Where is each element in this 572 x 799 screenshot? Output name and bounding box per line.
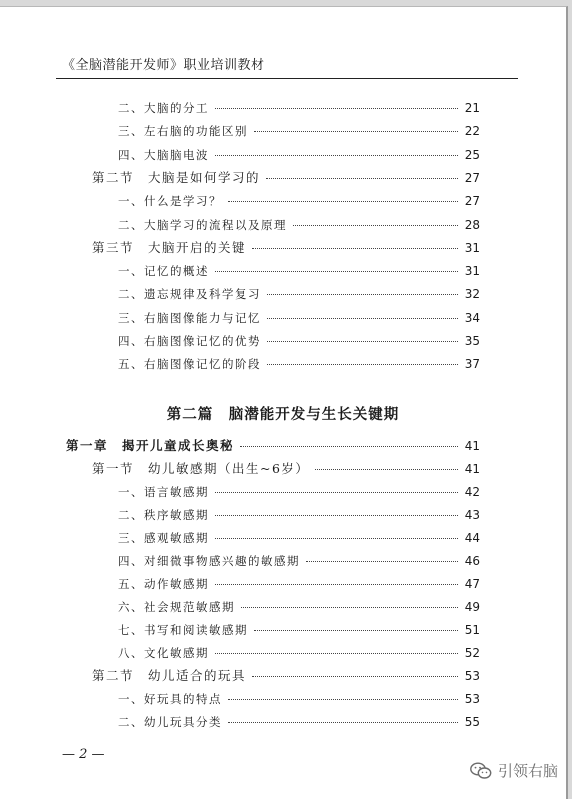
toc-entry-label: 四、对细微事物感兴趣的敏感期 [118,554,300,568]
dot-leader [254,630,458,631]
toc-entry-label: 四、右脑图像记忆的优势 [118,334,261,348]
toc-page-number: 21 [464,101,480,115]
toc-entry-label: 一、什么是学习？ [118,194,222,209]
dot-leader [241,607,458,608]
toc-page-number: 53 [464,692,480,706]
toc-page-number: 35 [464,334,480,348]
watermark-text: 引领右脑 [497,762,558,780]
toc-page-number: 46 [464,554,480,568]
toc-row-chapter [66,437,480,455]
toc-entry-label: 第一节 幼儿敏感期（出生~6岁） [92,461,310,476]
toc-row-item [118,262,480,280]
toc-row-section [92,667,480,685]
toc-page-number: 53 [464,669,480,683]
dot-leader [267,364,458,365]
toc-entry-label: 一、语言敏感期 [118,485,209,499]
dot-leader [215,271,458,272]
toc-row-item [118,621,480,639]
toc-entry-label: 第二节 幼儿适合的玩具 [92,668,247,683]
toc-entry-label: 七、书写和阅读敏感期 [118,623,248,637]
toc-page-number: 52 [464,646,480,660]
part-title: 第二篇 脑潜能开发与生长关键期 [166,407,400,423]
toc-row-item [118,552,480,570]
toc-row-item [118,146,480,164]
toc-page-number: 22 [464,124,480,139]
dot-leader [267,294,458,295]
toc-row-section [92,169,480,187]
toc-page-number: 43 [464,508,480,522]
toc-entry-label: 五、右脑图像记忆的阶段 [118,357,261,372]
toc-entry-label: 三、感观敏感期 [118,531,209,545]
toc-row-item [118,285,480,303]
toc-page-number: 51 [464,623,480,637]
toc-entry-label: 二、幼儿玩具分类 [118,715,222,729]
toc-entry-label: 二、遗忘规律及科学复习 [118,287,261,302]
toc-row-item [118,598,480,616]
dot-leader [215,155,458,156]
toc-row-item [118,122,480,140]
dot-leader [215,515,458,516]
toc-row-item [118,332,480,350]
dot-leader [228,722,458,723]
toc-page-number: 27 [464,170,480,185]
document-page [0,6,568,799]
toc-entry-label: 二、秩序敏感期 [118,508,209,522]
dot-leader [254,131,458,132]
toc-row-item [118,99,480,117]
toc-page-number: 28 [464,217,480,232]
toc-row-item [118,644,480,662]
dot-leader [215,492,458,493]
dot-leader [215,653,458,654]
toc-page-number: 25 [464,147,480,162]
dot-leader [228,201,458,202]
toc-row-item [118,690,480,708]
toc-entry-label: 三、右脑图像能力与记忆 [118,310,261,325]
toc-entry-label: 第二节 大脑是如何学习的 [92,169,261,185]
toc-row-item [118,713,480,731]
toc-page-number: 55 [464,715,480,729]
dot-leader [228,699,458,700]
dot-leader [240,446,458,447]
toc-page-number: 34 [464,310,480,325]
toc-row-item [118,506,480,524]
toc-entry-label: 二、大脑学习的流程以及原理 [118,217,287,232]
toc-page-number: 49 [464,600,480,614]
toc-row-section [92,239,480,257]
toc-page-number: 42 [464,485,480,499]
toc-page-number: 41 [464,439,480,453]
toc-page-number: 37 [464,357,480,372]
toc-page-number: 31 [464,264,480,279]
toc-page-number: 31 [464,240,480,255]
toc-page-number: 47 [464,577,480,591]
dot-leader [252,676,458,677]
watermark [470,760,558,781]
toc-entry-label: 五、动作敏感期 [118,577,209,591]
toc-entry-label: 四、大脑脑电波 [118,147,209,162]
dot-leader [267,318,458,319]
toc-entry-label: 六、社会规范敏感期 [118,600,235,614]
dot-leader [315,469,458,470]
toc-entry-label: 一、记忆的概述 [118,264,209,279]
toc-row-item [118,216,480,234]
dot-leader [293,225,458,226]
toc-page-number: 44 [464,531,480,545]
dot-leader [266,178,458,179]
running-header: 《全脑潜能开发师》职业培训教材 [62,58,265,73]
toc-page-number: 27 [464,194,480,209]
toc-row-item [118,309,480,327]
toc-row-item [118,483,480,501]
toc-entry-label: 八、文化敏感期 [118,646,209,660]
toc-page-number: 32 [464,287,480,302]
toc-row-item [118,355,480,373]
dot-leader [252,248,458,249]
dot-leader [215,108,458,109]
toc-entry-label: 三、左右脑的功能区别 [118,124,248,139]
toc-row-item [118,529,480,547]
toc-row-section [92,460,480,478]
toc-row-item [118,575,480,593]
dot-leader [306,561,458,562]
toc-entry-label: 第三节 大脑开启的关键 [92,239,247,255]
toc-entry-label: 第一章 揭开儿童成长奥秘 [66,438,235,453]
toc-entry-label: 一、好玩具的特点 [118,692,222,706]
dot-leader [215,584,458,585]
dot-leader [267,341,458,342]
dot-leader [215,538,458,539]
toc-row-item [118,192,480,210]
toc-page-number: 41 [464,462,480,476]
toc-entry-label: 二、大脑的分工 [118,101,209,115]
wechat-icon [470,762,492,780]
page-number: — 2 — [62,747,105,762]
